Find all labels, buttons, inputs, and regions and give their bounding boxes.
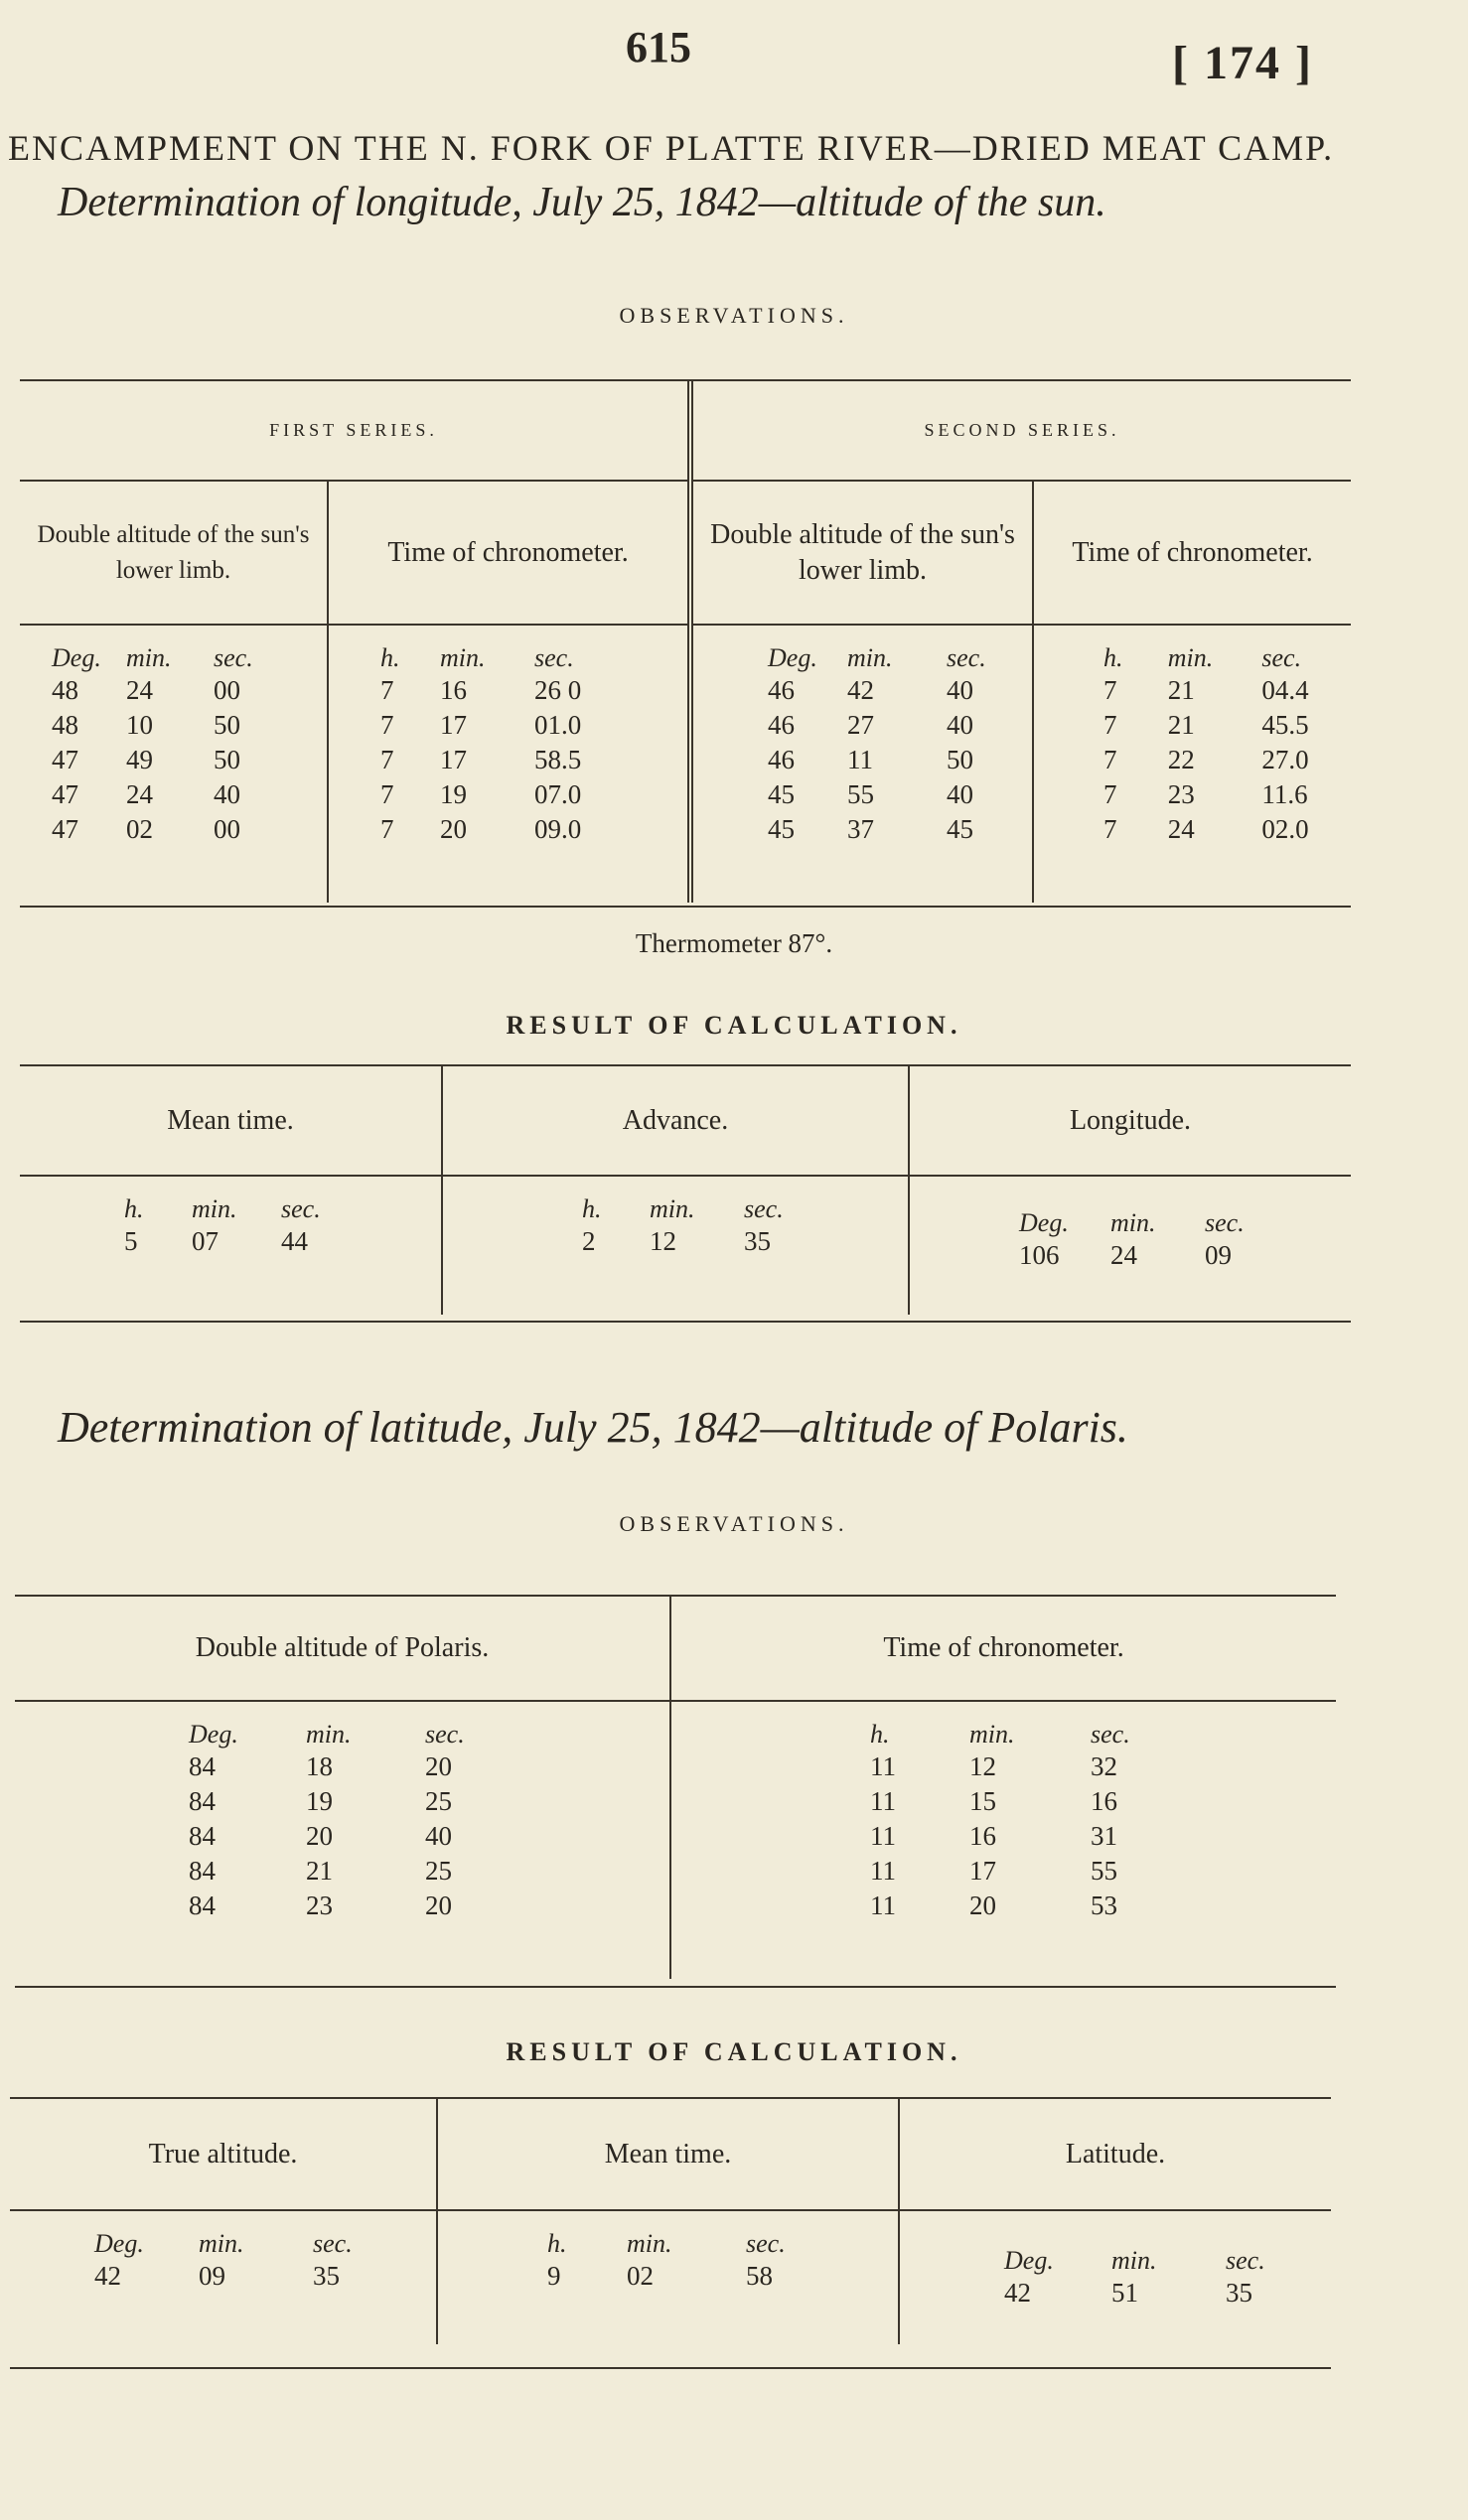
table-cell: 31 — [1091, 1821, 1117, 1851]
table-cell: 00 — [214, 675, 240, 705]
table-cell: 20 — [306, 1821, 333, 1851]
table-cell: 11 — [870, 1856, 896, 1886]
table-cell: 7 — [380, 745, 394, 774]
true-altitude-header: True altitude. — [10, 2099, 437, 2210]
true-altitude-value: Deg. min. sec. 42 09 35 — [10, 2210, 437, 2344]
table-cell: 12 — [969, 1751, 996, 1781]
table-row — [768, 673, 1032, 708]
table-cell: 24 — [126, 675, 153, 705]
table-cell: 84 — [189, 1821, 216, 1851]
table-row — [768, 812, 1032, 847]
latitude-result-table — [10, 2099, 1331, 2344]
table-cell: 84 — [189, 1751, 216, 1781]
longitude-title: Determination of longitude, July 25, 1842—altitude of the sun. — [58, 180, 1106, 225]
table-cell: 7 — [1103, 779, 1117, 809]
second-series-label: SECOND SERIES. — [690, 381, 1351, 481]
table-cell: 11 — [870, 1786, 896, 1816]
table-cell: 7 — [1103, 710, 1117, 740]
polaris-altitudes: Deg. min. sec. 84 18 20 84 19 25 84 20 40 84 21 25 84 23 20 — [15, 1701, 670, 1979]
latitude-observations-label: OBSERVATIONS. — [619, 1511, 849, 1536]
table-row — [870, 1819, 1336, 1854]
longitude-value: Deg. min. sec. 106 24 09 — [1019, 1208, 1245, 1270]
thermometer-reading: Thermometer 87°. — [635, 928, 833, 958]
longitude-header: Longitude. — [909, 1066, 1351, 1176]
table-row — [768, 777, 1032, 812]
table-cell: 17 — [440, 745, 467, 774]
table-row — [1103, 812, 1351, 847]
table-cell: 48 — [52, 710, 78, 740]
table-cell: 02 — [126, 814, 153, 844]
mean-time-header: Mean time. — [20, 1066, 442, 1176]
table-row — [189, 1854, 669, 1889]
first-altitude-units: Deg. min. sec. — [52, 643, 253, 672]
document-number: [ 174 ] — [1172, 37, 1313, 89]
table-cell: 11 — [847, 745, 874, 774]
table-cell: 7 — [380, 814, 394, 844]
longitude-observations-label: OBSERVATIONS. — [619, 303, 849, 328]
table-cell: 10 — [126, 710, 153, 740]
table-row — [52, 708, 327, 743]
table-row — [870, 1854, 1336, 1889]
first-series-label: FIRST SERIES. — [20, 381, 690, 481]
table-cell: 40 — [947, 710, 974, 740]
table-cell: 02.0 — [1261, 814, 1309, 844]
table-cell: 45 — [768, 779, 796, 809]
first-time-values — [380, 673, 687, 847]
second-altitude-values — [768, 673, 1032, 847]
table-cell: 27 — [847, 710, 875, 740]
table-cell: 55 — [1091, 1856, 1117, 1886]
second-altitude-header: Double altitude of the sun's lower limb. — [690, 481, 1033, 625]
table-cell: 16 — [1091, 1786, 1117, 1816]
table-cell: 58.5 — [534, 745, 582, 774]
table-row — [52, 777, 327, 812]
first-altitude-header: Double altitude of the sun's lower limb. — [20, 481, 328, 625]
table-cell: 09.0 — [534, 814, 582, 844]
second-time-values — [1103, 673, 1351, 847]
table-row — [1103, 673, 1351, 708]
table-cell: 46 — [768, 675, 796, 705]
table-row — [870, 1750, 1336, 1784]
table-cell: 84 — [189, 1890, 216, 1920]
table-cell: 22 — [1167, 745, 1195, 774]
table-cell: 19 — [440, 779, 467, 809]
table-cell: 7 — [380, 710, 394, 740]
table-cell: 45 — [768, 814, 796, 844]
table-cell: 07.0 — [534, 779, 582, 809]
page-heading: ENCAMPMENT ON THE N. FORK OF PLATTE RIVER—DRIED MEAT CAMP. — [8, 128, 1335, 168]
second-series-times — [1033, 625, 1351, 903]
table-row — [768, 708, 1032, 743]
table-cell: 47 — [52, 745, 78, 774]
longitude-observations-table — [20, 381, 1351, 903]
table-cell: 01.0 — [534, 710, 582, 740]
page-number: 615 — [626, 23, 691, 71]
lat-mean-time-header: Mean time. — [437, 2099, 899, 2210]
table-row — [870, 1784, 1336, 1819]
table-cell: 11 — [870, 1890, 896, 1920]
longitude-result-label: RESULT OF CALCULATION. — [506, 1011, 962, 1040]
table-row — [189, 1819, 669, 1854]
table-cell: 11.6 — [1261, 779, 1308, 809]
table-cell: 48 — [52, 675, 78, 705]
latitude-header: Latitude. — [899, 2099, 1331, 2210]
polaris-altitude-values — [189, 1750, 669, 1923]
second-time-units: h. min. sec. — [1103, 643, 1302, 672]
first-series-times — [328, 625, 690, 903]
first-altitude-values — [52, 673, 327, 847]
longitude-result-table — [20, 1066, 1351, 1315]
table-cell: 7 — [1103, 675, 1117, 705]
table-cell: 17 — [440, 710, 467, 740]
table-row — [189, 1889, 669, 1923]
table-cell: 15 — [969, 1786, 996, 1816]
table-cell: 18 — [306, 1751, 333, 1781]
table-cell: 20 — [440, 814, 467, 844]
table-row — [870, 1889, 1336, 1923]
first-time-units: h. min. sec. — [380, 643, 574, 672]
table-cell: 20 — [425, 1890, 452, 1920]
table-cell: 53 — [1091, 1890, 1117, 1920]
table-cell: 45 — [947, 814, 974, 844]
table-cell: 84 — [189, 1786, 216, 1816]
table-cell: 24 — [126, 779, 153, 809]
table-cell: 21 — [306, 1856, 333, 1886]
polaris-altitude-header: Double altitude of Polaris. — [15, 1597, 670, 1701]
table-cell: 50 — [214, 745, 240, 774]
table-cell: 20 — [425, 1751, 452, 1781]
table-cell: 40 — [425, 1821, 452, 1851]
table-row — [52, 743, 327, 777]
table-cell: 27.0 — [1261, 745, 1309, 774]
table-cell: 24 — [1167, 814, 1195, 844]
first-time-header: Time of chronometer. — [328, 481, 690, 625]
advance-value: h. min. sec. 2 12 35 — [442, 1176, 909, 1315]
table-cell: 7 — [1103, 814, 1117, 844]
table-cell: 20 — [969, 1890, 996, 1920]
table-cell: 23 — [1167, 779, 1195, 809]
table-cell: 25 — [425, 1786, 452, 1816]
table-cell: 42 — [847, 675, 875, 705]
latitude-value: Deg. min. sec. 42 51 35 — [1004, 2246, 1265, 2308]
polaris-time-header: Time of chronometer. — [670, 1597, 1336, 1701]
table-cell: 49 — [126, 745, 153, 774]
advance-header: Advance. — [442, 1066, 909, 1176]
latitude-result-label: RESULT OF CALCULATION. — [506, 2037, 962, 2066]
table-cell: 40 — [214, 779, 240, 809]
table-row — [1103, 777, 1351, 812]
mean-time-value: h. min. sec. 5 07 44 — [20, 1176, 442, 1315]
table-cell: 23 — [306, 1890, 333, 1920]
table-cell: 84 — [189, 1856, 216, 1886]
table-cell: 50 — [214, 710, 240, 740]
table-cell: 21 — [1167, 675, 1195, 705]
table-cell: 40 — [947, 779, 974, 809]
table-row — [380, 743, 687, 777]
table-row — [768, 743, 1032, 777]
table-cell: 7 — [1103, 745, 1117, 774]
table-cell: 04.4 — [1261, 675, 1309, 705]
table-row — [52, 812, 327, 847]
table-cell: 46 — [768, 710, 796, 740]
table-row — [380, 812, 687, 847]
table-cell: 46 — [768, 745, 796, 774]
table-cell: 45.5 — [1261, 710, 1309, 740]
table-row — [189, 1784, 669, 1819]
table-cell: 37 — [847, 814, 875, 844]
table-cell: 00 — [214, 814, 240, 844]
table-row — [189, 1750, 669, 1784]
table-cell: 55 — [847, 779, 875, 809]
second-series-altitudes — [690, 625, 1033, 903]
table-cell: 21 — [1167, 710, 1195, 740]
table-row — [52, 673, 327, 708]
table-cell: 47 — [52, 814, 78, 844]
table-cell: 32 — [1091, 1751, 1117, 1781]
polaris-time-values — [870, 1750, 1336, 1923]
latitude-observations-table — [15, 1597, 1336, 1979]
table-cell: 17 — [969, 1856, 996, 1886]
second-time-header: Time of chronometer. — [1033, 481, 1351, 625]
table-row — [1103, 708, 1351, 743]
second-altitude-units: Deg. min. sec. — [768, 643, 986, 672]
table-cell: 7 — [380, 779, 394, 809]
table-cell: 11 — [870, 1821, 896, 1851]
table-cell: 40 — [947, 675, 974, 705]
lat-mean-time-value: h. min. sec. 9 02 58 — [437, 2210, 899, 2344]
table-cell: 16 — [969, 1821, 996, 1851]
table-cell: 47 — [52, 779, 78, 809]
table-row — [380, 673, 687, 708]
table-cell: 25 — [425, 1856, 452, 1886]
table-cell: 19 — [306, 1786, 333, 1816]
table-cell: 26 0 — [534, 675, 582, 705]
table-row — [1103, 743, 1351, 777]
table-cell: 11 — [870, 1751, 896, 1781]
table-cell: 16 — [440, 675, 467, 705]
table-row — [380, 777, 687, 812]
latitude-title: Determination of latitude, July 25, 1842—altitude of Polaris. — [58, 1403, 1128, 1452]
table-row — [380, 708, 687, 743]
polaris-times: h. min. sec. 11 12 32 11 15 16 11 16 31 11 17 55 11 20 53 — [670, 1701, 1336, 1979]
first-series-altitudes — [20, 625, 328, 903]
table-cell: 7 — [380, 675, 394, 705]
table-cell: 50 — [947, 745, 974, 774]
